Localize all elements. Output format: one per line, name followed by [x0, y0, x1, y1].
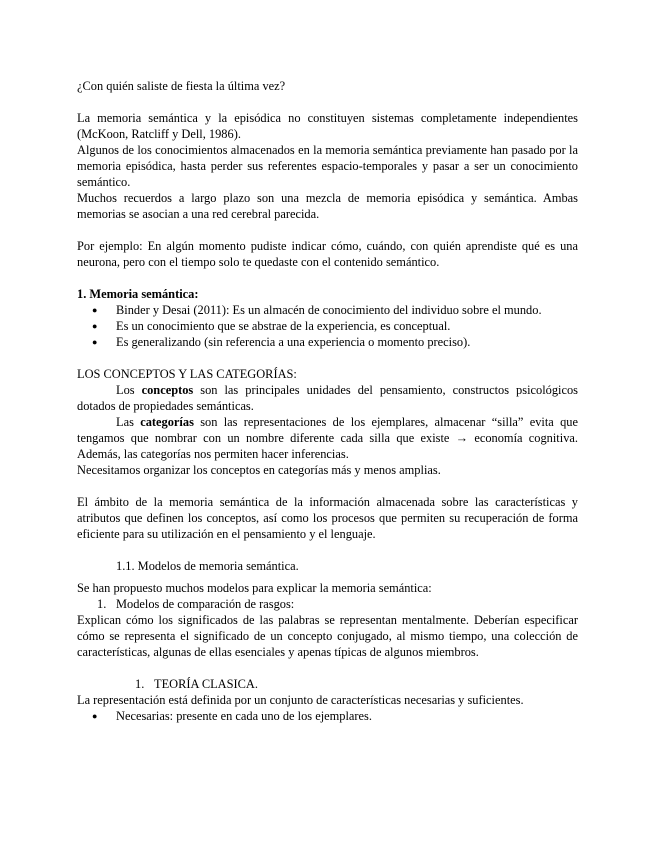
- spacer: [77, 660, 578, 676]
- spacer: [77, 542, 578, 558]
- theory-heading: [77, 676, 578, 692]
- concepts-paragraph: [77, 382, 578, 414]
- models-heading: 1.1. Modelos de memoria semántica.: [116, 559, 299, 573]
- list-number: 1.: [97, 597, 107, 611]
- text-fragment: Los: [116, 383, 142, 397]
- intro-paragraph-2: Algunos de los conocimientos almacenados en la memoria semántica previamente han pasado por la memoria episódica, hasta perder sus referentes espacio-temporales y pasar a ser un conocimiento semántico.: [77, 143, 578, 189]
- spacer: [77, 350, 578, 366]
- intro-paragraph-3: Muchos recuerdos a largo plazo son una mezcla de memoria episódica y semántica. Ambas memorias se asocian a una red cerebral parecida.: [77, 191, 578, 221]
- intro-paragraph-1: La memoria semántica y la episódica no constituyen sistemas completamente independientes (McKoon, Ratcliff y Dell, 1986).: [77, 111, 578, 141]
- example-paragraph: Por ejemplo: En algún momento pudiste indicar cómo, cuándo, con quién aprendiste qué es una neurona, pero con el tiempo solo te quedaste con el contenido semántico.: [77, 239, 578, 269]
- list-label: TEORÍA CLASICA.: [154, 677, 258, 691]
- bullet-item: ● Binder y Desai (2011): Es un almacén de conocimiento del individuo sobre el mundo.: [77, 302, 578, 318]
- term-conceptos: conceptos: [141, 383, 194, 397]
- bullet-item: ● Necesarias: presente en cada uno de los ejemplares.: [77, 708, 578, 724]
- theory-bullet-list: [77, 708, 578, 724]
- list-number: 1.: [135, 677, 145, 691]
- spacer: [77, 270, 578, 286]
- bullet-item: ● Es generalizando (sin referencia a una experiencia o momento preciso).: [77, 334, 578, 350]
- spacer: [77, 222, 578, 238]
- opening-question: ¿Con quién saliste de fiesta la última vez?: [77, 79, 286, 93]
- text-fragment: Las: [116, 415, 141, 429]
- spacer: [77, 478, 578, 494]
- theory-description: La representación está definida por un conjunto de características necesarias y suficientes.: [77, 693, 524, 707]
- section-1-title: 1. Memoria semántica:: [77, 287, 199, 301]
- list-label: Modelos de comparación de rasgos:: [116, 597, 295, 611]
- section-1-bullet-list: [77, 302, 578, 350]
- models-intro: Se han propuesto muchos modelos para explicar la memoria semántica:: [77, 581, 432, 595]
- organize-paragraph: Necesitamos organizar los conceptos en categorías más y menos amplias.: [77, 463, 441, 477]
- term-categorias: categorías: [140, 415, 194, 429]
- models-item-1-description: Explican cómo los significados de las palabras se representan mentalmente. Deberían especificar cómo se representa el significado de un concepto conjugado, al mismo tiempo, una colección de características, algunas de ellas esenciales y apenas típicas de algunos miembros.: [77, 613, 578, 659]
- spacer: [77, 94, 578, 110]
- categories-paragraph: [77, 414, 578, 462]
- concepts-title: LOS CONCEPTOS Y LAS CATEGORÍAS:: [77, 367, 297, 381]
- scope-paragraph: El ámbito de la memoria semántica de la información almacenada sobre las características y atributos que definen los conceptos, así como los procesos que permiten su recuperación de forma eficiente para su utilización en el pensamiento y el lenguaje.: [77, 495, 578, 541]
- text-fragment: son las representaciones de los ejemplares, almacenar “silla” evita que tengamos que nombrar con un nombre diferente cada silla que existe → economía cognitiva. Además, las categorías nos permiten hacer inferencias.: [77, 415, 578, 461]
- models-item-1: [77, 596, 578, 612]
- bullet-item: ● Es un conocimiento que se abstrae de la experiencia, es conceptual.: [77, 318, 578, 334]
- text-fragment: son las principales unidades del pensamiento, constructos psicológicos dotados de propiedades semánticas.: [77, 383, 579, 413]
